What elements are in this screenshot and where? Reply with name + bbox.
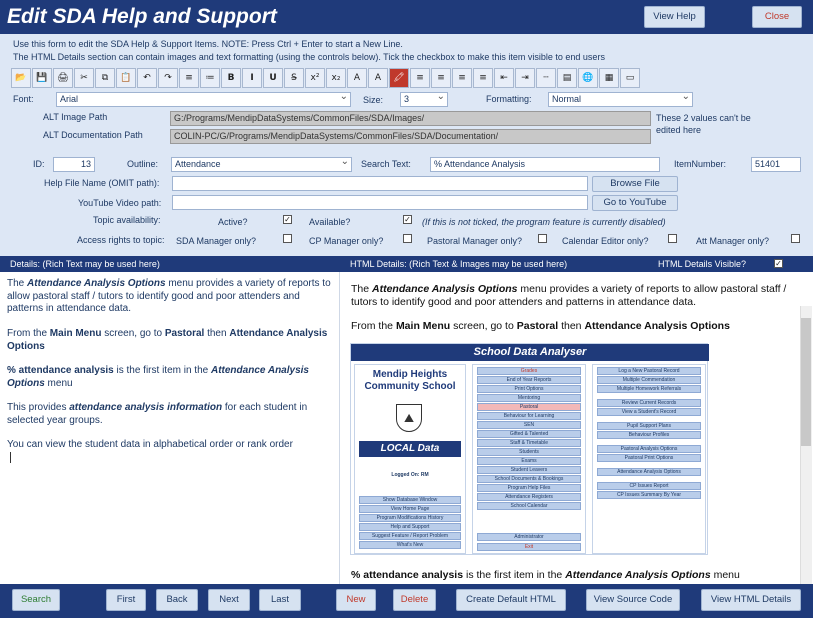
sda-menu-button: School Documents & Bookings <box>477 475 581 483</box>
details-editor[interactable] <box>0 272 340 584</box>
pastoral-manager-label: Pastoral Manager only? <box>427 236 523 246</box>
text-cursor <box>10 452 11 463</box>
sda-menu-button: Print Options <box>477 385 581 393</box>
html-visible-checkbox[interactable]: ✓ <box>775 259 782 268</box>
toolbar-button-icon[interactable]: 📋 <box>116 68 136 88</box>
toolbar-button-icon[interactable]: ≡ <box>431 68 451 88</box>
toolbar-button-icon[interactable]: ┄ <box>536 68 556 88</box>
back-button[interactable]: Back <box>156 589 198 611</box>
available-checkbox[interactable]: ✓ <box>404 215 411 224</box>
sda-menu-button: Student Leavers <box>477 466 581 474</box>
view-html-details-button[interactable]: View HTML Details <box>701 589 801 611</box>
help-file-label: Help File Name (OMIT path): <box>44 178 160 188</box>
details-label: Details: (Rich Text may be used here) <box>10 259 160 269</box>
calendar-editor-label: Calendar Editor only? <box>562 236 649 246</box>
toolbar-button-icon[interactable]: ⧉ <box>95 68 115 88</box>
sda-local-data: LOCAL Data <box>359 441 461 457</box>
toolbar-button-icon[interactable]: ≔ <box>200 68 220 88</box>
sda-menu-button: CP Issues Summary By Year <box>597 491 701 499</box>
att-manager-label: Att Manager only? <box>696 236 770 246</box>
last-button[interactable]: Last <box>259 589 301 611</box>
cp-manager-label: CP Manager only? <box>309 236 384 246</box>
formatting-label: Formatting: <box>486 94 532 104</box>
item-number-label: ItemNumber: <box>674 159 727 169</box>
toolbar-button-icon[interactable]: x² <box>305 68 325 88</box>
next-button[interactable]: Next <box>208 589 250 611</box>
toolbar-button-icon[interactable]: x₂ <box>326 68 346 88</box>
html-scrollbar-thumb[interactable] <box>801 318 811 446</box>
size-label: Size: <box>363 95 384 105</box>
toolbar-button-icon[interactable]: ≡ <box>179 68 199 88</box>
sda-menu-button: View a Student's Record <box>597 408 701 416</box>
font-select[interactable]: Arial ⌄ <box>56 92 351 107</box>
sda-menu-button: View Home Page <box>359 505 461 513</box>
sda-left-buttons <box>359 496 461 550</box>
toolbar-button-icon[interactable]: ↷ <box>158 68 178 88</box>
search-text-field[interactable]: % Attendance Analysis <box>430 157 660 172</box>
active-label: Active? <box>218 217 248 227</box>
sda-menu-button: SEN <box>477 421 581 429</box>
go-to-youtube-button[interactable]: Go to YouTube <box>592 195 678 211</box>
sda-menu-button: Help and Support <box>359 523 461 531</box>
browse-file-button[interactable]: Browse File <box>592 176 678 192</box>
sda-menu-button: Program Modifications History <box>359 514 461 522</box>
sda-menu-button: Log a New Pastoral Record <box>597 367 701 375</box>
toolbar-button-icon[interactable]: 📂 <box>11 68 31 88</box>
outline-label: Outline: <box>127 159 159 169</box>
sda-menu-button: Pastoral <box>477 403 581 411</box>
sda-menu-button: Administrator <box>477 533 581 541</box>
formatting-select[interactable]: Normal ⌄ <box>548 92 693 107</box>
access-label: Access rights to topic: <box>77 235 165 245</box>
delete-button[interactable]: Delete <box>393 589 436 611</box>
pastoral-manager-checkbox[interactable] <box>538 234 547 243</box>
sda-menu-button: CP Issues Report <box>597 482 701 490</box>
sda-right-buttons <box>597 367 701 500</box>
id-field[interactable]: 13 <box>53 157 95 172</box>
sda-school-name: Mendip Heights Community School <box>364 369 456 392</box>
active-checkbox[interactable]: ✓ <box>284 215 291 224</box>
sda-menu-button: Show Database Window <box>359 496 461 504</box>
left-paragraph-1: The Attendance Analysis Options menu provides a variety of reports to allow pastoral staff / tutors to identify good and poor attenders and patterns in attendance data. <box>7 278 331 314</box>
sda-menu-button: Multiple Homework Referrals <box>597 385 701 393</box>
close-button[interactable]: Close <box>752 6 802 28</box>
cp-manager-checkbox[interactable] <box>403 234 412 243</box>
sda-menu-button: Pupil Support Plans <box>597 422 701 430</box>
sda-menu-button: Students <box>477 448 581 456</box>
view-help-button[interactable]: View Help <box>644 6 705 28</box>
toolbar-button-icon[interactable]: 🌐 <box>578 68 598 88</box>
alt-doc-label: ALT Documentation Path <box>43 130 143 140</box>
alt-note: These 2 values can't be edited here <box>656 113 751 135</box>
toolbar-button-icon[interactable]: ≡ <box>473 68 493 88</box>
html-details-label: HTML Details: (Rich Text & Images may be used here) <box>350 259 568 269</box>
att-manager-checkbox[interactable] <box>791 234 800 243</box>
instructions-line-1: Use this form to edit the SDA Help & Support Items. NOTE: Press Ctrl + Enter to start a New Line. <box>13 39 403 49</box>
school-crest-icon: ⛰ <box>396 404 422 432</box>
toolbar-button-icon[interactable]: 🖍 <box>389 68 409 88</box>
left-paragraph-5: You can view the student data in alphabetical order or rank order <box>7 439 293 450</box>
sda-menu-button: Pastoral Print Options <box>597 454 701 462</box>
youtube-field[interactable] <box>172 195 588 210</box>
size-select[interactable]: 3 ⌄ <box>400 92 448 107</box>
toolbar-button-icon[interactable]: ≡ <box>410 68 430 88</box>
new-button[interactable]: New <box>336 589 376 611</box>
help-file-field[interactable] <box>172 176 588 191</box>
sda-menu-button: Exams <box>477 457 581 465</box>
alt-doc-field: COLIN-PC/G/Programs/MendipDataSystems/CommonFiles/SDA/Documentation/ <box>170 129 651 144</box>
toolbar-button-icon[interactable]: A <box>368 68 388 88</box>
id-label: ID: <box>33 159 45 169</box>
sda-logged-on: Logged On: RM <box>391 472 429 478</box>
first-button[interactable]: First <box>106 589 146 611</box>
item-number-field[interactable]: 51401 <box>751 157 801 172</box>
sda-menu-button: Behaviour for Learning <box>477 412 581 420</box>
sda-menu-button: Gifted & Talented <box>477 430 581 438</box>
instructions-line-2: The HTML Details section can contain images and text formatting (using the controls below). Tick the checkbox to make this item visible to end users <box>13 52 605 62</box>
sda-menu-button: Attendance Analysis Options <box>597 468 701 476</box>
left-paragraph-3: % attendance analysis is the first item in the Attendance Analysis Options menu <box>7 365 309 389</box>
sda-menu-button: What's New <box>359 541 461 549</box>
toolbar-button-icon[interactable]: A <box>347 68 367 88</box>
toolbar-button-icon[interactable]: I <box>242 68 262 88</box>
search-text-label: Search Text: <box>361 159 411 169</box>
sda-menu-button: Multiple Commendation <box>597 376 701 384</box>
sda-menu-button: Exit <box>477 543 581 551</box>
left-paragraph-4: This provides attendance analysis information for each student in selected year groups. <box>7 402 308 426</box>
outline-select[interactable]: Attendance ⌄ <box>171 157 352 172</box>
sda-menu-button: Behaviour Profiles <box>597 431 701 439</box>
toolbar-button-icon[interactable]: B <box>221 68 241 88</box>
sda-manager-checkbox[interactable] <box>283 234 292 243</box>
alt-image-label: ALT Image Path <box>43 112 108 122</box>
sda-middle-buttons <box>477 367 581 511</box>
page-title: Edit SDA Help and Support <box>7 5 277 28</box>
sda-middle-bottom-buttons <box>477 533 581 553</box>
sda-menu-button: Attendance Registers <box>477 493 581 501</box>
search-button[interactable]: Search <box>12 589 60 611</box>
right-paragraph-1: The Attendance Analysis Options menu provides a variety of reports to allow pastoral staff / tutors to identify good and poor attenders and patterns in attendance data. <box>351 283 787 308</box>
sda-menu-button: School Calendar <box>477 502 581 510</box>
sda-manager-label: SDA Manager only? <box>176 236 257 246</box>
toolbar-button-icon[interactable]: ⇤ <box>494 68 514 88</box>
toolbar-button-icon[interactable]: ↶ <box>137 68 157 88</box>
sda-menu-button: Mentoring <box>477 394 581 402</box>
calendar-editor-checkbox[interactable] <box>668 234 677 243</box>
sda-menu-button: Review Current Records <box>597 399 701 407</box>
toolbar-button-icon[interactable]: ⇥ <box>515 68 535 88</box>
sda-image-header: School Data Analyser <box>351 344 709 361</box>
toolbar-button-icon[interactable]: ▤ <box>557 68 577 88</box>
sda-menu-button: Pastoral Analysis Options <box>597 445 701 453</box>
html-visible-label: HTML Details Visible? <box>658 259 747 269</box>
toolbar-button-icon[interactable]: ≡ <box>452 68 472 88</box>
sda-menu-button: Grades <box>477 367 581 375</box>
toolbar-button-icon[interactable]: U <box>263 68 283 88</box>
formatting-toolbar <box>11 68 640 90</box>
alt-image-field: G:/Programs/MendipDataSystems/CommonFiles/SDA/Images/ <box>170 111 651 126</box>
available-label: Available? <box>309 217 351 227</box>
create-default-html-button[interactable]: Create Default HTML <box>456 589 566 611</box>
toolbar-button-icon[interactable]: ▭ <box>620 68 640 88</box>
sda-menu-button: End of Year Reports <box>477 376 581 384</box>
sda-menu-button: Program Help Files <box>477 484 581 492</box>
font-label: Font: <box>13 94 34 104</box>
view-source-code-button[interactable]: View Source Code <box>586 589 680 611</box>
right-paragraph-2: From the Main Menu screen, go to Pastoral then Attendance Analysis Options <box>351 320 730 332</box>
toolbar-button-icon[interactable]: 💾 <box>32 68 52 88</box>
sda-menu-button: Staff & Timetable <box>477 439 581 447</box>
toolbar-button-icon[interactable]: ✂ <box>74 68 94 88</box>
toolbar-button-icon[interactable]: 🖨 <box>53 68 73 88</box>
toolbar-button-icon[interactable]: S̶ <box>284 68 304 88</box>
youtube-label: YouTube Video path: <box>78 198 162 208</box>
left-paragraph-2: From the Main Menu screen, go to Pastoral then Attendance Analysis Options <box>7 328 328 352</box>
toolbar-button-icon[interactable]: ▦ <box>599 68 619 88</box>
availability-note: (If this is not ticked, the program feature is currently disabled) <box>422 217 666 227</box>
right-paragraph-3: % attendance analysis is the first item in the Attendance Analysis Options menu <box>351 569 740 581</box>
availability-label: Topic availability: <box>93 215 161 225</box>
sda-menu-button: Suggest Feature / Report Problem <box>359 532 461 540</box>
